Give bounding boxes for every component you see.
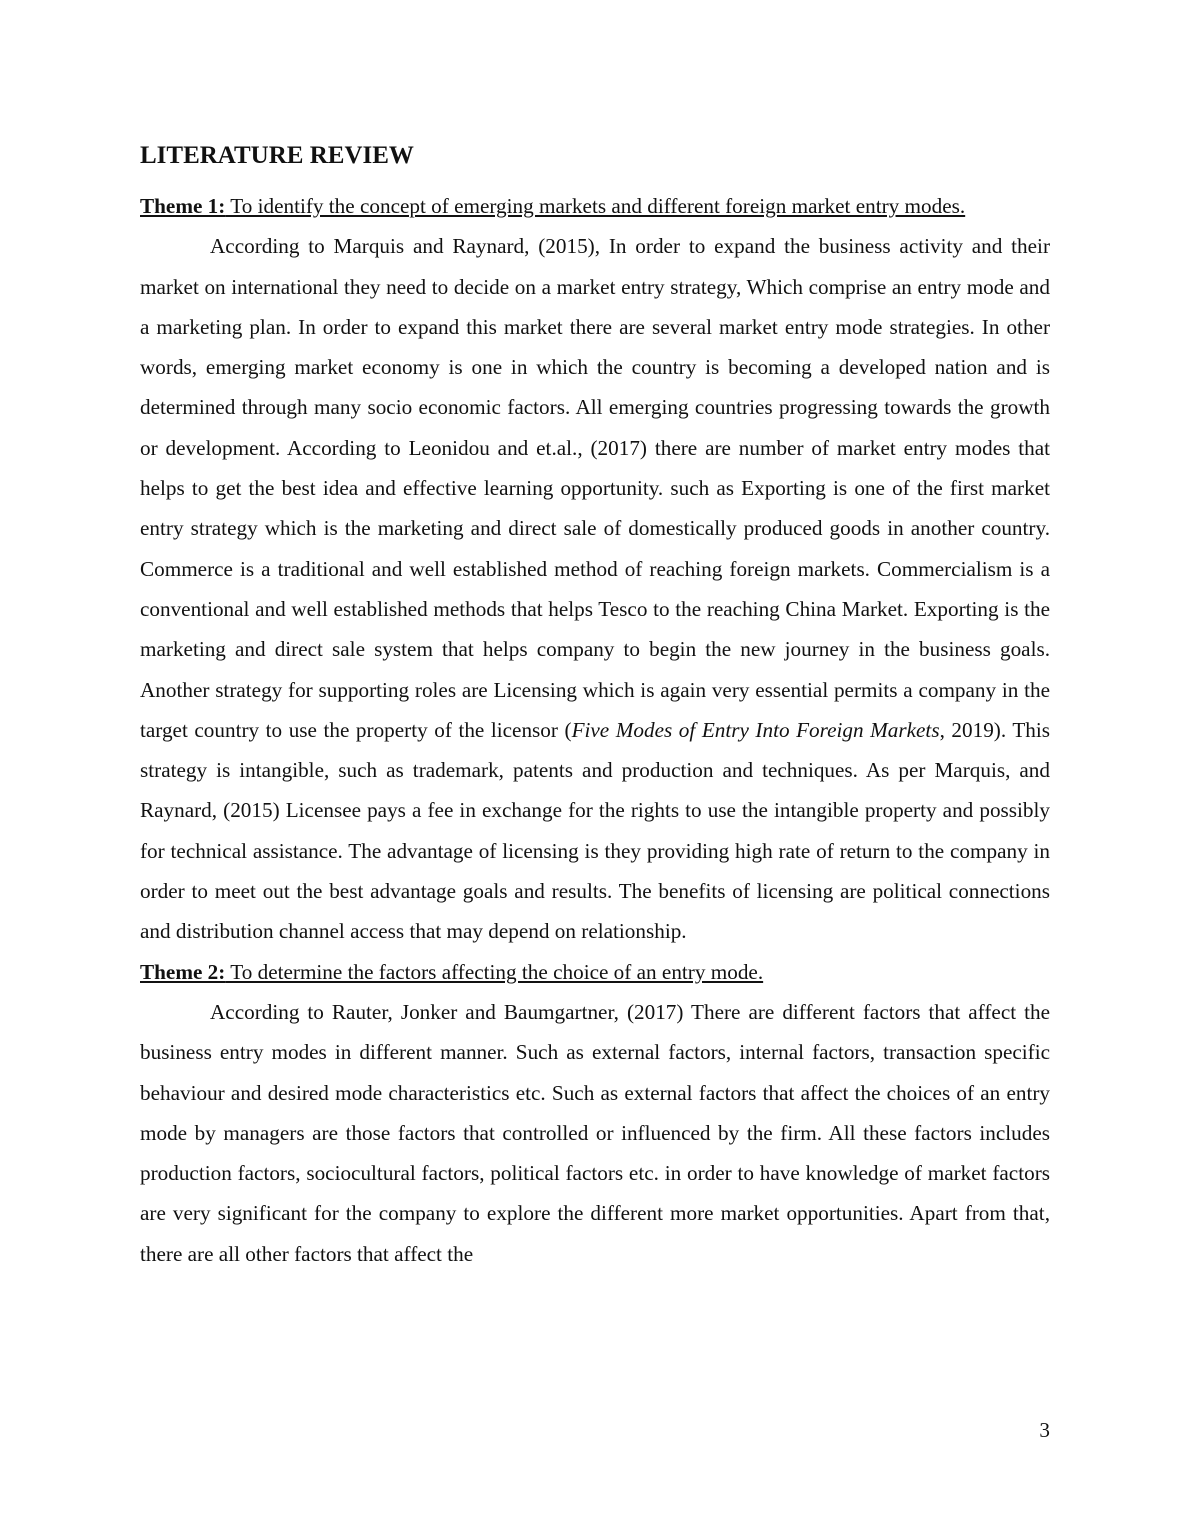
paragraph-2: According to Rauter, Jonker and Baumgartner, (2017) There are different factors that affect the business entry modes in different manner. Such as external factors, internal factors, transaction specific behaviour and desired mode characteristics etc. Such as external factors that affect the choices of an entry mode by managers are those factors that controlled or influenced by the firm. All these factors includes production factors, sociocultural factors, political factors etc. in order to have knowledge of market factors are very significant for the company to explore the different more market opportunities. Apart from that, there are all other factors that affect the — [140, 999, 1050, 1266]
theme-2-heading — [140, 952, 1050, 992]
page-number: 3 — [1039, 1418, 1050, 1442]
paragraph-1-part-2: , 2019). This strategy is intangible, such as trademark, patents and production and techniques. As per Marquis, and Raynard, (2015) Licensee pays a fee in exchange for the rights to use the intangible property and possibly for technical assistance. The advantage of licensing is they providing high rate of return to the company in order to meet out the best advantage goals and results. The benefits of licensing are political connections and distribution channel access that may depend on relationship. — [140, 717, 1050, 944]
theme-2-label: Theme 2: — [140, 959, 226, 984]
section-heading: LITERATURE REVIEW — [140, 142, 414, 169]
document-body — [140, 138, 1050, 1274]
paragraph-1-citation-title: Five Modes of Entry Into Foreign Markets — [571, 717, 940, 742]
paragraph-1 — [140, 226, 1050, 951]
theme-1-label: Theme 1: — [140, 194, 226, 218]
theme-2-text: To determine the factors affecting the choice of an entry mode. — [225, 959, 764, 984]
theme-1-text: To identify the concept of emerging markets and different foreign market entry modes. — [225, 194, 966, 218]
theme-1-heading — [140, 186, 1050, 226]
paragraph-1-part-1: According to Marquis and Raynard, (2015), In order to expand the business activity and their market on international they need to decide on a market entry strategy, Which comprise an entry mode and a marketing plan. In order to expand this market there are several market entry mode strategies. In other words, emerging market economy is one in which the country is becoming a developed nation and is determined through many socio economic factors. All emerging countries progressing towards the growth or development. According to Leonidou and et.al., (2017) there are number of market entry modes that helps to get the best idea and effective learning opportunity. such as Exporting is one of the first market entry strategy which is the marketing and direct sale of domestically produced goods in another country. Commerce is a traditional and well established method of reaching foreign markets. Commercialism is a conventional and well established methods that helps Tesco to the reaching China Market. Exporting is the marketing and direct sale system that helps company to begin the new journey in the business goals. Another strategy for supporting roles are Licensing which is again very essential permits a company in the target country to use the property of the licensor ( — [140, 234, 1050, 742]
